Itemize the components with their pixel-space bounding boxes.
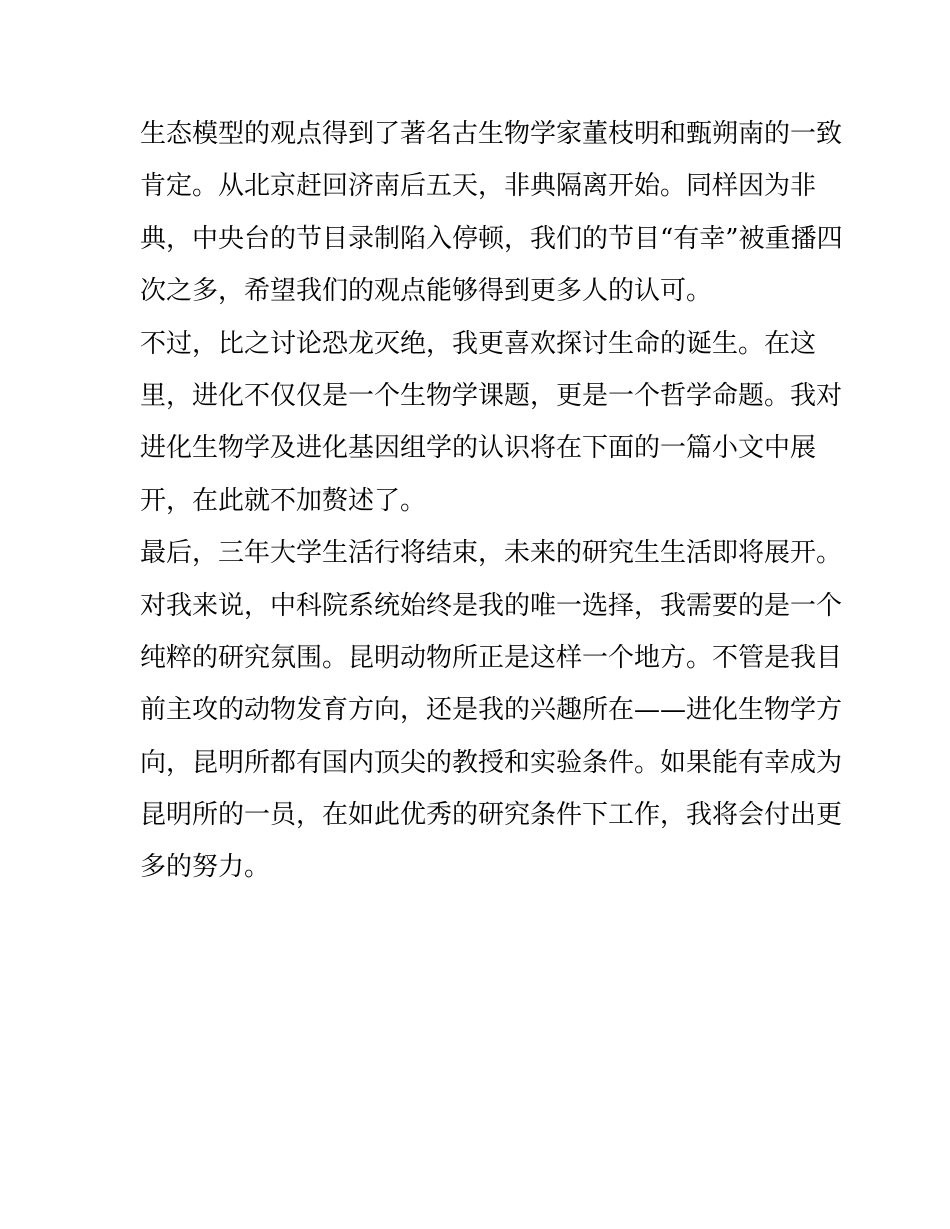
text-line: 最后，三年大学生活行将结束，未来的研究生生活即将展开。 — [140, 538, 843, 569]
text-line: 典，中央台的节目录制陷入停顿，我们的节目“有幸”被重播四 — [140, 223, 843, 254]
text-line: 对我来说，中科院系统始终是我的唯一选择，我需要的是一个 — [140, 590, 843, 621]
text-line: 次之多，希望我们的观点能够得到更多人的认可。 — [140, 276, 713, 307]
text-line: 向，昆明所都有国内顶尖的教授和实验条件。如果能有幸成为 — [140, 747, 843, 778]
text-line: 进化生物学及进化基因组学的认识将在下面的一篇小文中展 — [140, 433, 817, 464]
text-line: 昆明所的一员，在如此优秀的研究条件下工作，我将会付出更 — [140, 800, 843, 831]
text-line: 肯定。从北京赶回济南后五天，非典隔离开始。同样因为非 — [140, 171, 817, 202]
paragraph-3 — [140, 527, 843, 894]
text-line: 生态模型的观点得到了著名古生物学家董枝明和甄朔南的一致 — [140, 119, 843, 149]
text-line: 多的努力。 — [140, 852, 271, 883]
text-line: 纯粹的研究氛围。昆明动物所正是这样一个地方。不管是我目 — [140, 642, 843, 673]
paragraph-2 — [140, 318, 843, 528]
text-line: 不过，比之讨论恐龙灭绝，我更喜欢探讨生命的诞生。在这 — [140, 328, 817, 359]
document-body — [140, 108, 843, 894]
text-line: 里，进化不仅仅是一个生物学课题，更是一个哲学命题。我对 — [140, 380, 843, 411]
text-line: 前主攻的动物发育方向，还是我的兴趣所在——进化生物学方 — [140, 695, 843, 726]
text-line: 开，在此就不加赘述了。 — [140, 485, 427, 516]
paragraph-1 — [140, 108, 843, 318]
